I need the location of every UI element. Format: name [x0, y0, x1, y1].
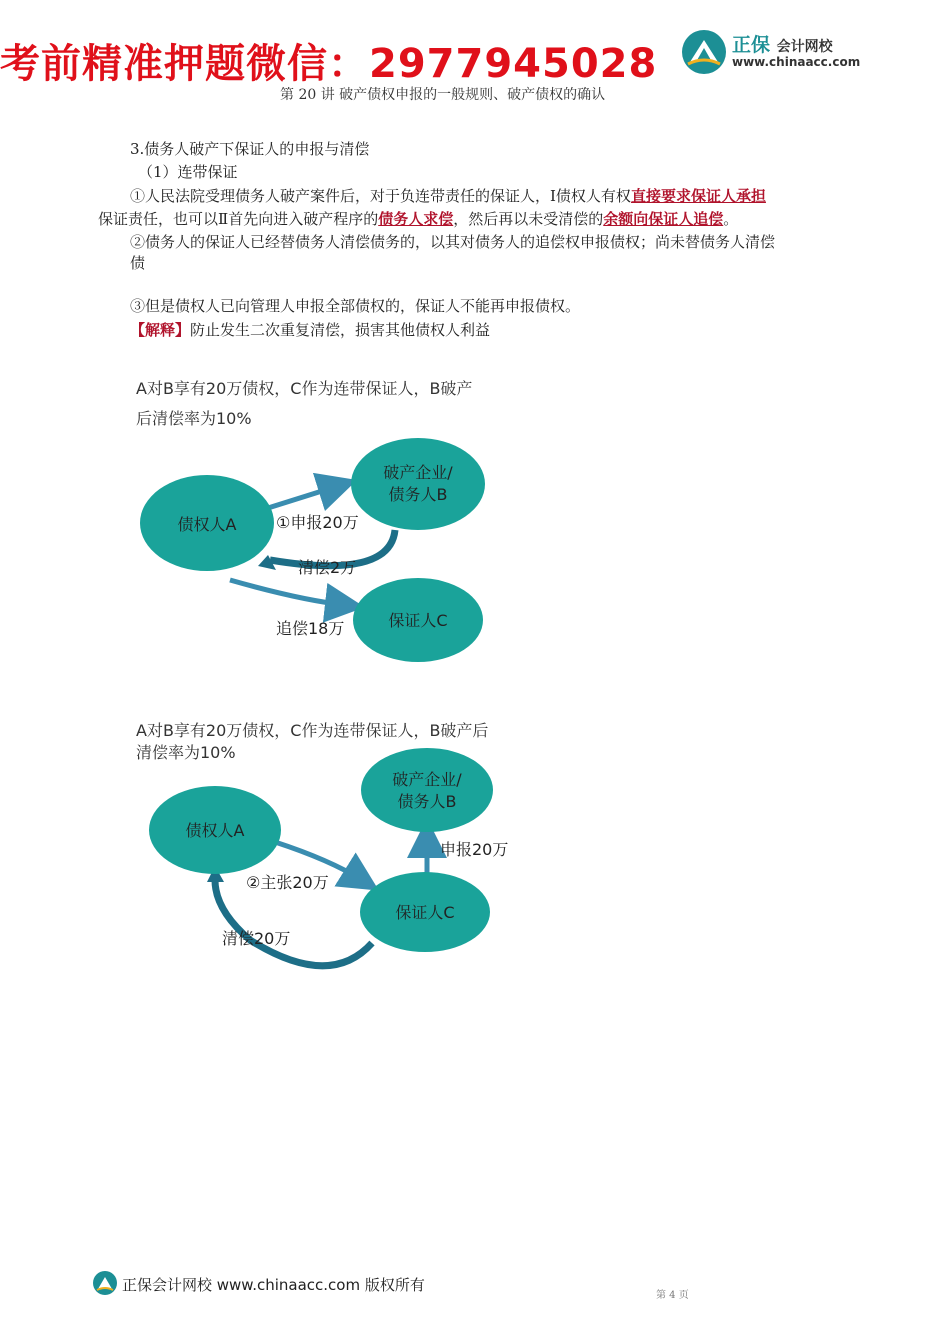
diagram2-node-c-label: 保证人C	[395, 903, 455, 922]
footer-logo-icon	[92, 1270, 118, 1296]
diagram2-node-a-label: 债权人A	[185, 821, 245, 840]
diagram1-recourse-label: 追偿18万	[276, 619, 345, 638]
diagram1-repay-label: 清偿2万	[298, 558, 357, 577]
p1-text-d: 。	[723, 210, 739, 228]
diagram2-node-b-label-1: 破产企业/	[392, 770, 462, 789]
section-heading: 3.债务人破产下保证人的申报与清偿	[130, 140, 370, 158]
subsection-heading: （1）连带保证	[138, 163, 238, 181]
diagram2	[0, 750, 560, 980]
diagram1-claim-arrow	[268, 486, 338, 508]
diagram2-caption-line-1: A对B享有20万债权，C作为连带保证人，B破产后	[136, 721, 489, 740]
diagram2-claim-label: 申报20万	[440, 840, 509, 859]
diagram2-assert-label: ②主张20万	[246, 873, 329, 892]
diagram1-node-b-label-1: 破产企业/	[383, 463, 453, 482]
diagram1-recourse-arrow	[230, 580, 345, 605]
diagram2-repay-arrow	[215, 880, 372, 966]
diagram1-node-a-label: 债权人A	[177, 515, 237, 534]
diagram1-claim-label: ①申报20万	[276, 513, 359, 532]
diagram2-node-b	[361, 748, 493, 832]
header-title: 第 20 讲 破产债权申报的一般规则、破产债权的确认	[280, 87, 606, 103]
diagram2-repay-label: 清偿20万	[222, 929, 291, 948]
p1-highlight-3: 余额向保证人追偿	[603, 210, 724, 228]
p1-highlight-2: 债务人求偿	[378, 210, 454, 228]
explanation-text: 防止发生二次重复清偿，损害其他债权人利益	[190, 321, 491, 339]
footer-text: 正保会计网校 www.chinaacc.com 版权所有	[122, 1276, 425, 1294]
logo-icon	[680, 28, 728, 76]
diagram2-node-b-label-2: 债务人B	[397, 792, 457, 811]
diagram1-node-c-label: 保证人C	[388, 611, 448, 630]
explanation-tag: 【解释】	[130, 321, 191, 339]
page-number: 第 4 页	[656, 1290, 689, 1301]
p1-text-c: ，然后再以未受清偿的	[453, 210, 604, 228]
logo[interactable]	[680, 28, 880, 76]
logo-name: 正保	[732, 34, 771, 56]
paragraph-3: ③但是债权人已向管理人申报全部债权的，保证人不能再申报债权。	[130, 297, 581, 315]
p1-text-a: ①人民法院受理债务人破产案件后，对于负连带责任的保证人，Ⅰ债权人有权	[130, 187, 631, 205]
paragraph-1-line-1	[130, 185, 766, 207]
diagram1-caption-line-1: A对B享有20万债权，C作为连带保证人，B破产	[136, 379, 473, 398]
diagram1-caption-line-2: 后清偿率为10%	[136, 409, 252, 428]
footer	[92, 1270, 425, 1298]
diagram1	[0, 430, 560, 680]
diagram1-node-b	[351, 438, 485, 530]
paragraph-2-line-2: 债	[130, 254, 146, 272]
watermark-text: 考前精准押题微信：2977945028	[0, 41, 658, 87]
logo-sub: 会计网校	[776, 39, 833, 55]
paragraph-2-line-1: ②债务人的保证人已经替债务人清偿债务的，以其对债务人的追偿权申报债权；尚未替债务人清偿	[130, 233, 776, 251]
paragraph-1-line-2	[98, 208, 738, 230]
diagram2-caption-line-2: 清偿率为10%	[136, 743, 236, 762]
diagram1-node-b-label-2: 债务人B	[388, 485, 448, 504]
explanation-line	[130, 321, 491, 339]
logo-url: www.chinaacc.com	[732, 55, 861, 69]
p1-highlight-1: 直接要求保证人承担	[630, 187, 766, 205]
p1-text-b: 保证责任，也可以Ⅱ首先向进入破产程序的	[98, 210, 379, 228]
